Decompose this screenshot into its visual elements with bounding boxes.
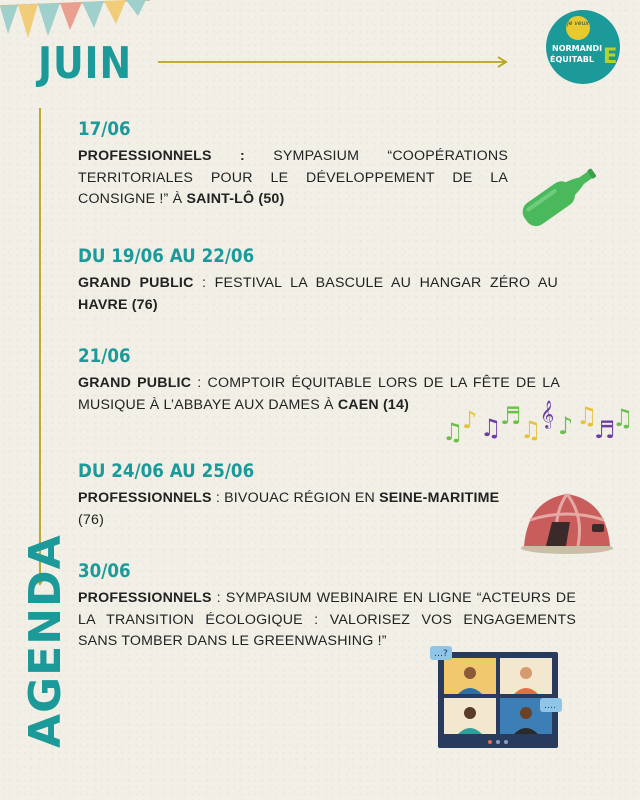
bunting-decoration [0, 0, 150, 40]
event-audience: GRAND PUBLIC [78, 375, 192, 391]
event-place: HAVRE [78, 296, 128, 313]
event-separator: : [211, 590, 226, 606]
event-text: BIVOUAC RÉGION EN [224, 490, 380, 506]
svg-text:♬: ♬ [500, 402, 522, 430]
svg-text:…?: …? [434, 649, 448, 659]
logo-line2: ÉQUITABL [550, 55, 594, 64]
event-date: 30/06 [78, 560, 131, 582]
timeline-arrow-horizontal [158, 55, 512, 69]
event-date: DU 19/06 AU 22/06 [78, 245, 255, 267]
svg-text:♫: ♫ [576, 402, 598, 430]
timeline-arrow-vertical [30, 108, 50, 590]
agenda-vertical-title: AGENDA [20, 534, 71, 748]
svg-text:♫: ♫ [520, 416, 542, 444]
event-dept: (76) [127, 296, 158, 313]
event-description [78, 273, 558, 316]
svg-text:♫: ♫ [480, 414, 502, 442]
logo-line1: NORMANDI [552, 44, 603, 53]
music-notes-icon [440, 398, 640, 446]
event-date: DU 24/06 AU 25/06 [78, 460, 255, 482]
event-audience: GRAND PUBLIC [78, 275, 194, 291]
event-audience: PROFESSIONNELS [78, 490, 212, 506]
svg-text:♪: ♪ [462, 406, 478, 434]
svg-text:♫: ♫ [442, 418, 464, 446]
event-item [78, 560, 576, 653]
month-title: JUIN [38, 38, 132, 89]
logo-big-letter: E [603, 44, 618, 68]
event-audience: PROFESSIONNELS [78, 148, 212, 164]
video-call-icon [428, 646, 564, 750]
svg-text:….: …. [544, 701, 556, 711]
normandie-equitable-logo [546, 10, 620, 84]
svg-text:♪: ♪ [558, 412, 574, 440]
svg-text:♫: ♫ [612, 404, 634, 432]
event-text: COMPTOIR ÉQUITABLE LORS DE LA FÊTE DE LA MUSIQUE À L’ABBAYE AUX DAMES À [78, 375, 560, 413]
event-separator: : [191, 375, 208, 391]
event-audience: PROFESSIONNELS [78, 590, 212, 606]
event-item [78, 460, 518, 531]
event-date: 17/06 [78, 118, 131, 140]
event-description [78, 588, 576, 653]
svg-text:♬: ♬ [594, 416, 616, 444]
bottle-icon [512, 160, 604, 232]
event-separator: : [193, 275, 215, 291]
event-description [78, 488, 518, 531]
event-text: SYMPASIUM WEBINAIRE EN LIGNE “ACTEURS DE LA TRANSITION ÉCOLOGIQUE : VALORISEZ VOS ENGAGEMENTS SANS TOMBER DANS LE GREENWASHING !” [78, 590, 576, 649]
tent-icon [518, 486, 616, 556]
event-date: 21/06 [78, 345, 131, 367]
event-description [78, 146, 508, 211]
event-separator: : [211, 490, 225, 506]
event-dept: (50) [254, 191, 285, 207]
event-text: FESTIVAL LA BASCULE AU HANGAR ZÉRO AU [214, 275, 558, 291]
event-dept: (14) [378, 396, 410, 413]
event-place: SEINE-MARITIME [379, 490, 500, 506]
event-text: SYMPASIUM “COOPÉRATIONS TERRITORIALES POUR LE DÉVELOPPEMENT DE LA CONSIGNE !” À [78, 148, 508, 207]
event-separator: : [211, 148, 274, 164]
event-item [78, 245, 558, 316]
event-place: CAEN [337, 396, 379, 413]
logo-je-veux: je veux [566, 16, 590, 40]
svg-text:𝄞: 𝄞 [540, 400, 555, 428]
event-item [78, 118, 508, 211]
event-dept: (76) [78, 511, 105, 528]
event-place: SAINT-LÔ [186, 191, 255, 207]
